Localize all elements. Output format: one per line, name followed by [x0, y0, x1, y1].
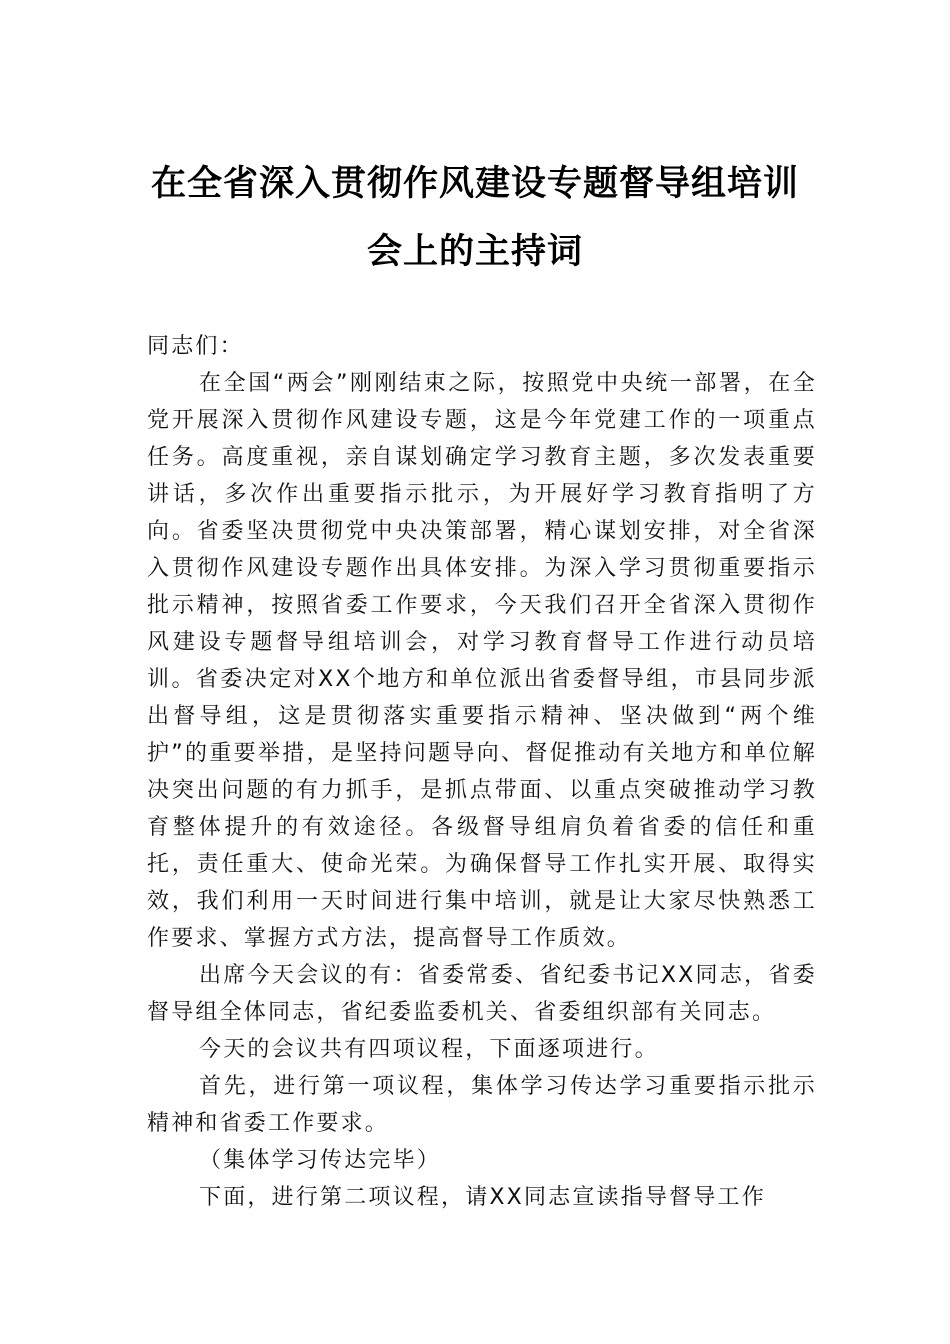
paragraph-agenda-item-1-done: （集体学习传达完毕） [199, 1148, 442, 1173]
paragraph-agenda-item-2: 下面，进行第二项议程，请XX同志宣读指导督导工作 [199, 1185, 766, 1210]
paragraph-attendees: 出席今天会议的有：省委常委、省纪委书记XX同志，省委督导组全体同志，省纪委监委机关、省委组织部有关同志。 [147, 963, 817, 1025]
document-title-line-1: 在全省深入贯彻作风建设专题督导组培训 [150, 163, 799, 204]
paragraph-agenda-item-1: 首先，进行第一项议程，集体学习传达学习重要指示批示精神和省委工作要求。 [147, 1074, 817, 1136]
document-title-line-2: 会上的主持词 [366, 231, 583, 272]
document-body [147, 328, 817, 1216]
salutation: 同志们： [147, 334, 244, 359]
paragraph-opening: 在全国“两会”刚刚结束之际，按照党中央统一部署，在全党开展深入贯彻作风建设专题，这是今年党建工作的一项重点任务。高度重视，亲自谋划确定学习教育主题，多次发表重要讲话，多次作出重要指示批示，为开展好学习教育指明了方向。省委坚决贯彻党中央决策部署，精心谋划安排，对全省深入贯彻作风建设专题作出具体安排。为深入学习贯彻重要指示批示精神，按照省委工作要求，今天我们召开全省深入贯彻作风建设专题督导组培训会，对学习教育督导工作进行动员培训。省委决定对XX个地方和单位派出省委督导组，市县同步派出督导组，这是贯彻落实重要指示精神、坚决做到“两个维护”的重要举措，是坚持问题导向、督促推动有关地方和单位解决突出问题的有力抓手，是抓点带面、以重点突破推动学习教育整体提升的有效途径。各级督导组肩负着省委的信任和重托，责任重大、使命光荣。为确保督导工作扎实开展、取得实效，我们利用一天时间进行集中培训，就是让大家尽快熟悉工作要求、掌握方式方法，提高督导工作质效。 [147, 371, 817, 951]
paragraph-agenda-intro: 今天的会议共有四项议程，下面逐项进行。 [199, 1037, 659, 1062]
